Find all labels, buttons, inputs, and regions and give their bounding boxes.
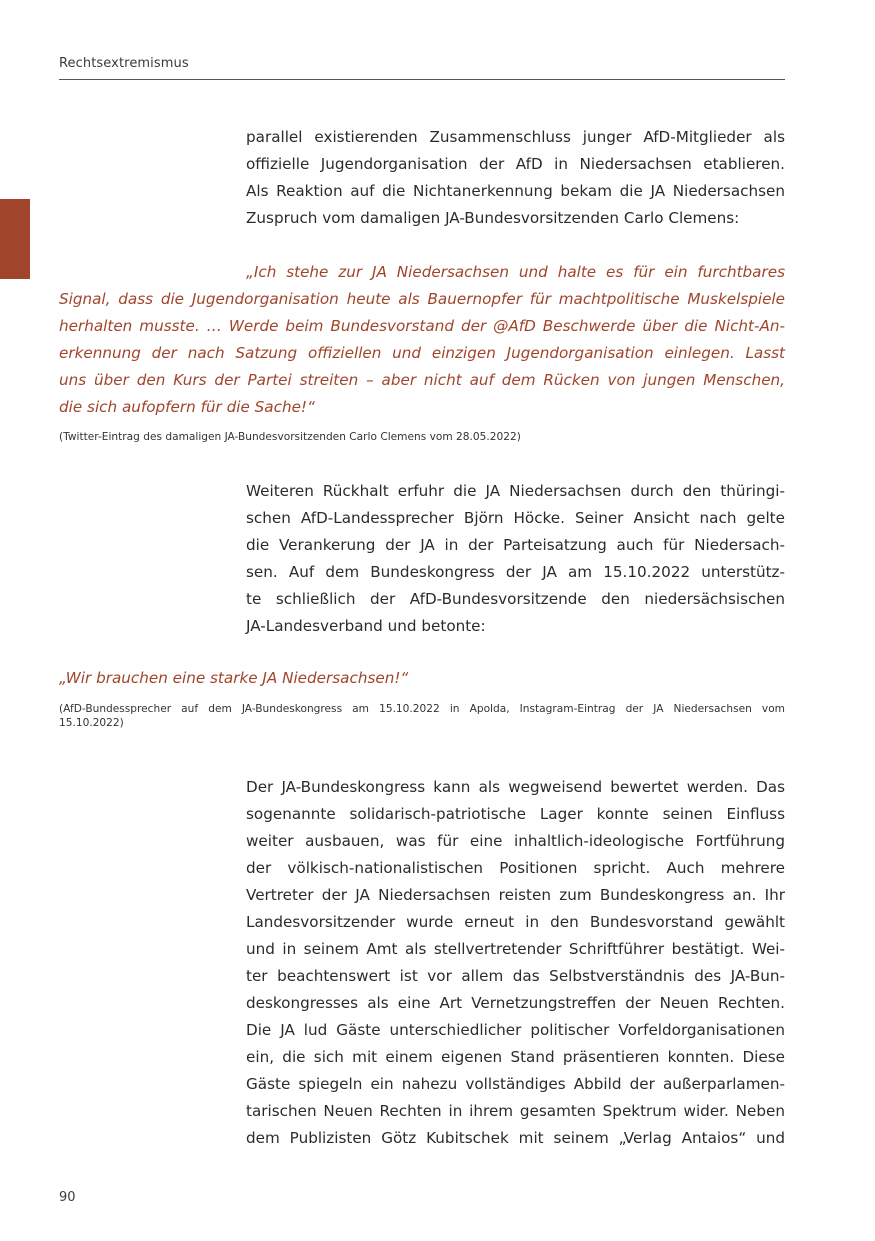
text-line: weiter ausbauen, was für eine inhaltlich-ideologische Fortführung bbox=[246, 832, 785, 850]
text-line: sogenannte solidarisch-patriotische Lager konnte seinen Einfluss bbox=[246, 805, 785, 823]
text-line: sen. Auf dem Bundeskongress der JA am 15.10.2022 unterstütz- bbox=[246, 563, 785, 581]
quote-line: „Wir brauchen eine starke JA Niedersachsen!“ bbox=[59, 669, 409, 687]
text-line: Vertreter der JA Niedersachsen reisten zum Bundeskongress an. Ihr bbox=[246, 886, 785, 904]
quote-line: herhalten musste. … Werde beim Bundesvorstand der @AfD Beschwerde über die Nicht-An- bbox=[59, 317, 785, 335]
text-line: Als Reaktion auf die Nichtanerkennung bekam die JA Niedersachsen bbox=[246, 182, 785, 200]
quote-line: uns über den Kurs der Partei streiten – aber nicht auf dem Rücken von jungen Menschen, bbox=[59, 371, 785, 389]
quote-line: erkennung der nach Satzung offiziellen und einzigen Jugendorganisation einlegen. Lasst bbox=[59, 344, 785, 362]
text-line: JA-Landesverband und betonte: bbox=[246, 617, 486, 635]
quote-2-source bbox=[59, 702, 785, 730]
text-line: dem Publizisten Götz Kubitschek mit seinem „Verlag Antaios“ und bbox=[246, 1129, 785, 1147]
text-line: ein, die sich mit einem eigenen Stand präsentieren konnten. Diese bbox=[246, 1048, 785, 1066]
block-quote-2 bbox=[59, 665, 785, 692]
quote-line: Signal, dass die Jugendorganisation heute als Bauernopfer für machtpolitische Muskelspiele bbox=[59, 290, 785, 308]
quote-1-source bbox=[59, 430, 785, 444]
header-divider bbox=[59, 79, 785, 80]
text-line: der völkisch-nationalistischen Positionen spricht. Auch mehrere bbox=[246, 859, 785, 877]
text-line: te schließlich der AfD-Bundesvorsitzende den niedersächsischen bbox=[246, 590, 785, 608]
text-line: Gäste spiegeln ein nahezu vollständiges Abbild der außerparlamen- bbox=[246, 1075, 785, 1093]
text-line: Zuspruch vom damaligen JA-Bundesvorsitzenden Carlo Clemens: bbox=[246, 209, 740, 227]
body-paragraph-3 bbox=[246, 774, 785, 1152]
quote-line: „Ich stehe zur JA Niedersachsen und halte es für ein furchtbares bbox=[246, 263, 785, 281]
text-line: Die JA lud Gäste unterschiedlicher politischer Vorfeldorganisationen bbox=[246, 1021, 785, 1039]
text-line: Landesvorsitzender wurde erneut in den Bundesvorstand gewählt bbox=[246, 913, 785, 931]
text-line: tarischen Neuen Rechten in ihrem gesamten Spektrum wider. Neben bbox=[246, 1102, 785, 1120]
source-line: 15.10.2022) bbox=[59, 717, 124, 729]
page-number: 90 bbox=[59, 1190, 76, 1205]
text-line: ter beachtenswert ist vor allem das Selbstverständnis des JA-Bun- bbox=[246, 967, 785, 985]
quote-line: die sich aufopfern für die Sache!“ bbox=[59, 398, 315, 416]
body-paragraph-1 bbox=[246, 124, 785, 232]
text-line: schen AfD-Landessprecher Björn Höcke. Seiner Ansicht nach gelte bbox=[246, 509, 785, 527]
source-line: (AfD-Bundessprecher auf dem JA-Bundeskongress am 15.10.2022 in Apolda, Instagram-Eintrag der JA Niedersachsen vom bbox=[59, 703, 785, 715]
text-line: parallel existierenden Zusammenschluss junger AfD-Mitglieder als bbox=[246, 128, 785, 146]
text-line: die Verankerung der JA in der Parteisatzung auch für Niedersach- bbox=[246, 536, 785, 554]
body-paragraph-2 bbox=[246, 478, 785, 640]
text-line: und in seinem Amt als stellvertretender Schriftführer bestätigt. Wei- bbox=[246, 940, 785, 958]
text-line: Weiteren Rückhalt erfuhr die JA Niedersachsen durch den thüringi- bbox=[246, 482, 785, 500]
text-line: deskongresses als eine Art Vernetzungstreffen der Neuen Rechten. bbox=[246, 994, 785, 1012]
text-line: Der JA-Bundeskongress kann als wegweisend bewertet werden. Das bbox=[246, 778, 785, 796]
text-line: offizielle Jugendorganisation der AfD in Niedersachsen etablieren. bbox=[246, 155, 785, 173]
source-line: (Twitter-Eintrag des damaligen JA-Bundesvorsitzenden Carlo Clemens vom 28.05.2022) bbox=[59, 431, 521, 443]
running-header: Rechtsextremismus bbox=[59, 56, 189, 71]
chapter-tab-marker bbox=[0, 199, 30, 279]
block-quote-1 bbox=[59, 259, 785, 421]
